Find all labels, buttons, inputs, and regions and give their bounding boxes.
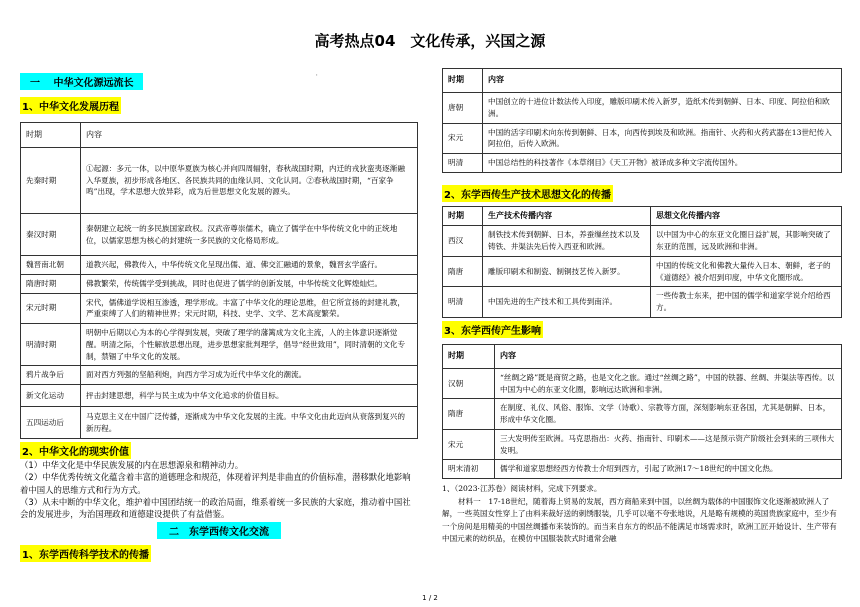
table-row: 新文化运动 抨击封建思想，科学与民主成为中华文化追求的价值目标。 bbox=[21, 385, 418, 407]
page-title: 高考热点04 文化传承，兴国之源 bbox=[314, 32, 546, 50]
table-row: 明末清初 儒学和道家思想经西方传教士介绍到西方，引起了欧洲17～18世纪的中国文化热。 bbox=[443, 460, 842, 479]
sub-heading-2: 2、中华文化的现实价值 bbox=[20, 440, 418, 459]
page-number: 1 / 2 bbox=[422, 594, 438, 602]
question-intro: 1、（2023·江苏卷）阅读材料，完成下列要求。 bbox=[442, 484, 602, 494]
sub-heading-1: 1、中华文化发展历程 bbox=[20, 95, 418, 114]
section-heading-1 bbox=[20, 71, 418, 90]
table-row: 秦汉时期 秦朝建立起统一的多民族国家政权。汉武帝尊崇儒术，确立了儒学在中华传统文化中的正统地位，以儒家思想为核心的封建统一多民族的文化格局形成。 bbox=[21, 214, 418, 256]
table-header-row: 时期 生产技术传播内容 思想文化传播内容 bbox=[443, 206, 842, 225]
table-row: 唐朝 中国创立的十进位计数法传入印度，雕版印刷术传入新罗，造纸术传到朝鲜、日本、印度、阿拉伯和欧洲。 bbox=[443, 93, 842, 124]
table-row: 隋唐 在制度、礼仪、风俗、服饰、文学（诗歌）、宗教等方面，深刻影响东亚各国，尤其是朝鲜、日本，形成中华文化圈。 bbox=[443, 399, 842, 430]
sub-heading-4: 2、东学西传生产技术思想文化的传播 bbox=[442, 183, 842, 202]
table-row: 明清时期 明朝中后期以心为本的心学得到发展，突破了理学的藩篱成为文化主流，人的主体意识逐渐觉醒。明清之际，个性解放思想出现，进步思想家批判理学，倡导“经世致用”，同时清朝的文化专制，禁锢了中华文化的发展。 bbox=[21, 324, 418, 366]
left-column bbox=[20, 68, 418, 562]
list-item: （2）中华优秀传统文化蕴含着丰富的道德理念和规范，体现着评判是非曲直的价值标准，潜移默化地影响着中国人的思维方式和行为方式。 bbox=[20, 472, 411, 495]
table-row: 宋元时期 宋代，儒佛道学说相互渗透，理学形成。丰富了中华文化的理论思维，但它所宣扬的封建礼教，严重束缚了人们的精神世界；宋元时期，科技、史学、文学、艺术高度繁荣。 bbox=[21, 293, 418, 324]
list-item: （3）从未中断的中华文化，维护着中国团结统一的政治局面，维系着统一多民族的大家庭，推动着中国社会的发展进步，为治国理政和道德建设提供了有益借鉴。 bbox=[20, 496, 411, 519]
sub-heading-5: 3、东学西传产生影响 bbox=[442, 319, 842, 338]
table-row: 隋唐时期 佛教繁荣，传统儒学受到挑战，同时也促进了儒学的创新发展，中华传统文化辉煌灿烂。 bbox=[21, 274, 418, 293]
table-row: 鸦片战争后 面对西方列强的坚船利炮，向西方学习成为近代中华文化的潮流。 bbox=[21, 366, 418, 385]
question-block bbox=[442, 483, 842, 546]
culture-history-table bbox=[20, 122, 418, 439]
value-points bbox=[20, 459, 418, 520]
table-header-row: 时期 内容 bbox=[443, 69, 842, 93]
table-row: 魏晋南北朝 道教兴起，佛教传入，中华传统文化呈现出儒、道、佛交汇融通的景象，魏晋玄学盛行。 bbox=[21, 256, 418, 275]
table-row: 宋元 三大发明传至欧洲。马克思指出：火药、指南针、印刷术——这是预示资产阶级社会到来的三项伟大发明。 bbox=[443, 429, 842, 460]
table-row: 明清 中国总结性的科技著作《本草纲目》《天工开物》被译成多种文字流传国外。 bbox=[443, 154, 842, 173]
sub-heading-3: 1、东学西传科学技术的传播 bbox=[20, 543, 418, 562]
impact-table bbox=[442, 344, 842, 479]
right-column bbox=[442, 68, 842, 546]
table-row: 隋唐 雕版印刷术和制瓷、制铜技艺传入新罗。 中国的传统文化和佛教大量传入日本、朝鲜，老子的《道德经》被介绍到印度，中华文化圈形成。 bbox=[443, 256, 842, 287]
table-row: 明清 中国先进的生产技术和工具传到南洋。 一些传教士东来，把中国的儒学和道家学说介绍给西方。 bbox=[443, 287, 842, 318]
question-material: 材料一 17-18世纪，随着海上贸易的发展，西方商船来到中国，以丝绸为载体的中国服饰文化逐渐被欧洲人了解，一些英国女性穿上了由料来裁好送的刺绣服装，几乎可以毫不夸张地说，凡是略有规模的英国贵族家庭中，至少有一个房间是用精美的中国丝绸播布来装饰的。而当来自东方的织品不能满足市场需求时，欧洲工匠开始设计、生产带有中国元素的纺织品，在模仿中国服装款式时通常会融 bbox=[442, 496, 837, 544]
table-row: 五四运动后 马克思主义在中国广泛传播，逐渐成为中华文化发展的主流。中华文化由此迈向从衰落到复兴的新历程。 bbox=[21, 407, 418, 439]
part1-heading: 一 中华文化源远流长 bbox=[20, 73, 143, 90]
table-row: 汉朝 “丝绸之路”既是商贸之路，也是文化之旅。通过“丝绸之路”，中国的铁器、丝绸、井渠法等西传。以中国为中心的东亚文化圈，影响远达欧洲和非洲。 bbox=[443, 368, 842, 399]
tech-thought-table bbox=[442, 206, 842, 318]
list-item: （1）中华文化是中华民族发展的内在思想源泉和精神动力。 bbox=[20, 460, 244, 471]
table-header-row: 时期 内容 bbox=[21, 123, 418, 148]
table-row: 西汉 制铁技术传到朝鲜、日本，养蚕缫丝技术以及铸铁、井渠法先后传入西亚和欧洲。 以中国为中心的东亚文化圈日益扩展，其影响突破了东亚的范围，远及欧洲和非洲。 bbox=[443, 226, 842, 257]
science-spread-table bbox=[442, 68, 842, 173]
stray-mark: ' bbox=[316, 74, 318, 81]
section-heading-2: 二 东学西传文化交流 bbox=[20, 520, 418, 539]
table-header-row: 时期 内容 bbox=[443, 344, 842, 368]
table-row: 宋元 中国的活字印刷术向东传到朝鲜、日本，向西传到埃及和欧洲。指南针、火药和火药武器在13世纪传入阿拉伯，后传入欧洲。 bbox=[443, 123, 842, 154]
table-row: 先秦时期 ①起源：多元一体，以中原华夏族为核心并向四周辐射，春秋战国时期，内迁的戎狄蛮夷逐渐融入华夏族，初步形成各地区、各民族共同的血缘认同、文化认同。②春秋战国时期，“百家争鸣”出现，学术思想大放异彩，成为后世思想文化发展的源头。 bbox=[21, 148, 418, 214]
